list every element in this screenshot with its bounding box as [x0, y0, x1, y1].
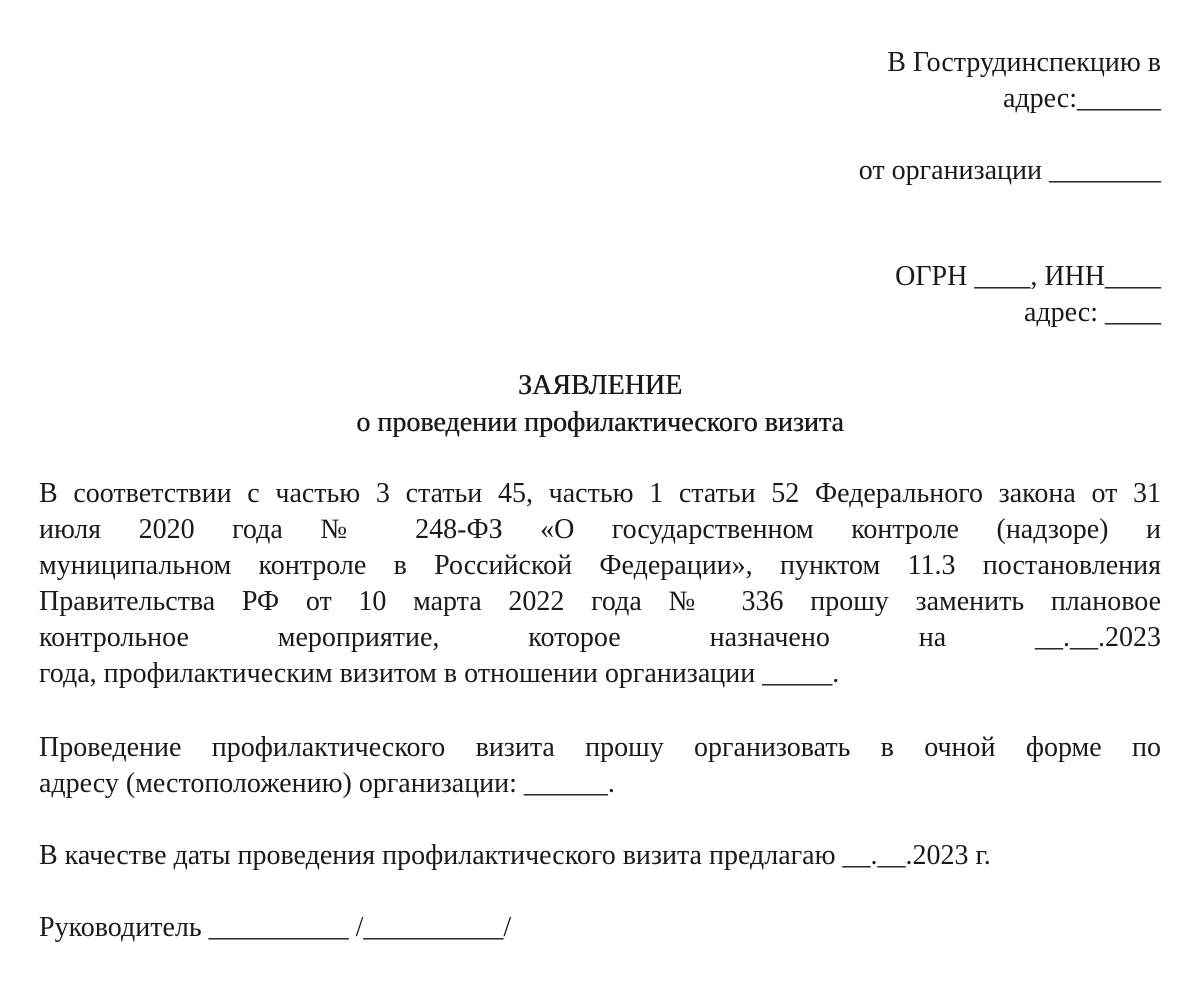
- sender-address: адрес: ____: [1023, 297, 1161, 328]
- paragraph-line: Правительства РФ от 10 марта 2022 года № 336 прошу заменить плановое: [39, 586, 1161, 617]
- paragraph-request: [39, 476, 1161, 692]
- paragraph-line: июля 2020 года № 248-ФЗ «О государственном контроле (надзоре) и: [39, 514, 1161, 545]
- recipient-block: [887, 45, 1161, 117]
- paragraph-line: муниципальном контроле в Российской Федерации», пунктом 11.3 постановления: [39, 550, 1161, 581]
- title-subheading: о проведении профилактического визита: [356, 407, 844, 438]
- sender-organization: от организации ________: [858, 155, 1161, 186]
- paragraph-visit-form: [39, 730, 1161, 802]
- paragraph-line: адресу (местоположению) организации: ______.: [39, 768, 615, 799]
- paragraph-line: Проведение профилактического визита прошу организовать в очной форме по: [39, 732, 1161, 763]
- document-title: [39, 367, 1161, 441]
- ogrn-inn-line: ОГРН ____, ИНН____: [895, 261, 1161, 292]
- signature-line: [39, 910, 1161, 946]
- paragraph-line: В соответствии с частью 3 статьи 45, частью 1 статьи 52 Федерального закона от 31: [39, 478, 1161, 509]
- paragraph-line: года, профилактическим визитом в отношении организации _____.: [39, 658, 840, 689]
- signature-text: Руководитель __________ /__________/: [39, 912, 512, 943]
- paragraph-visit-date: [39, 838, 1161, 874]
- recipient-address: адрес:______: [1002, 83, 1161, 114]
- sender-block: [859, 153, 1161, 189]
- paragraph-line: контрольное мероприятие, которое назначено на __.__.2023: [39, 622, 1161, 653]
- document-page: [39, 0, 1161, 993]
- recipient-line-1: В Гострудинспекцию в: [887, 47, 1161, 78]
- title-heading: ЗАЯВЛЕНИЕ: [517, 370, 683, 401]
- identifiers-block: [895, 259, 1161, 331]
- paragraph-line: В качестве даты проведения профилактического визита предлагаю __.__.2023 г.: [39, 840, 991, 871]
